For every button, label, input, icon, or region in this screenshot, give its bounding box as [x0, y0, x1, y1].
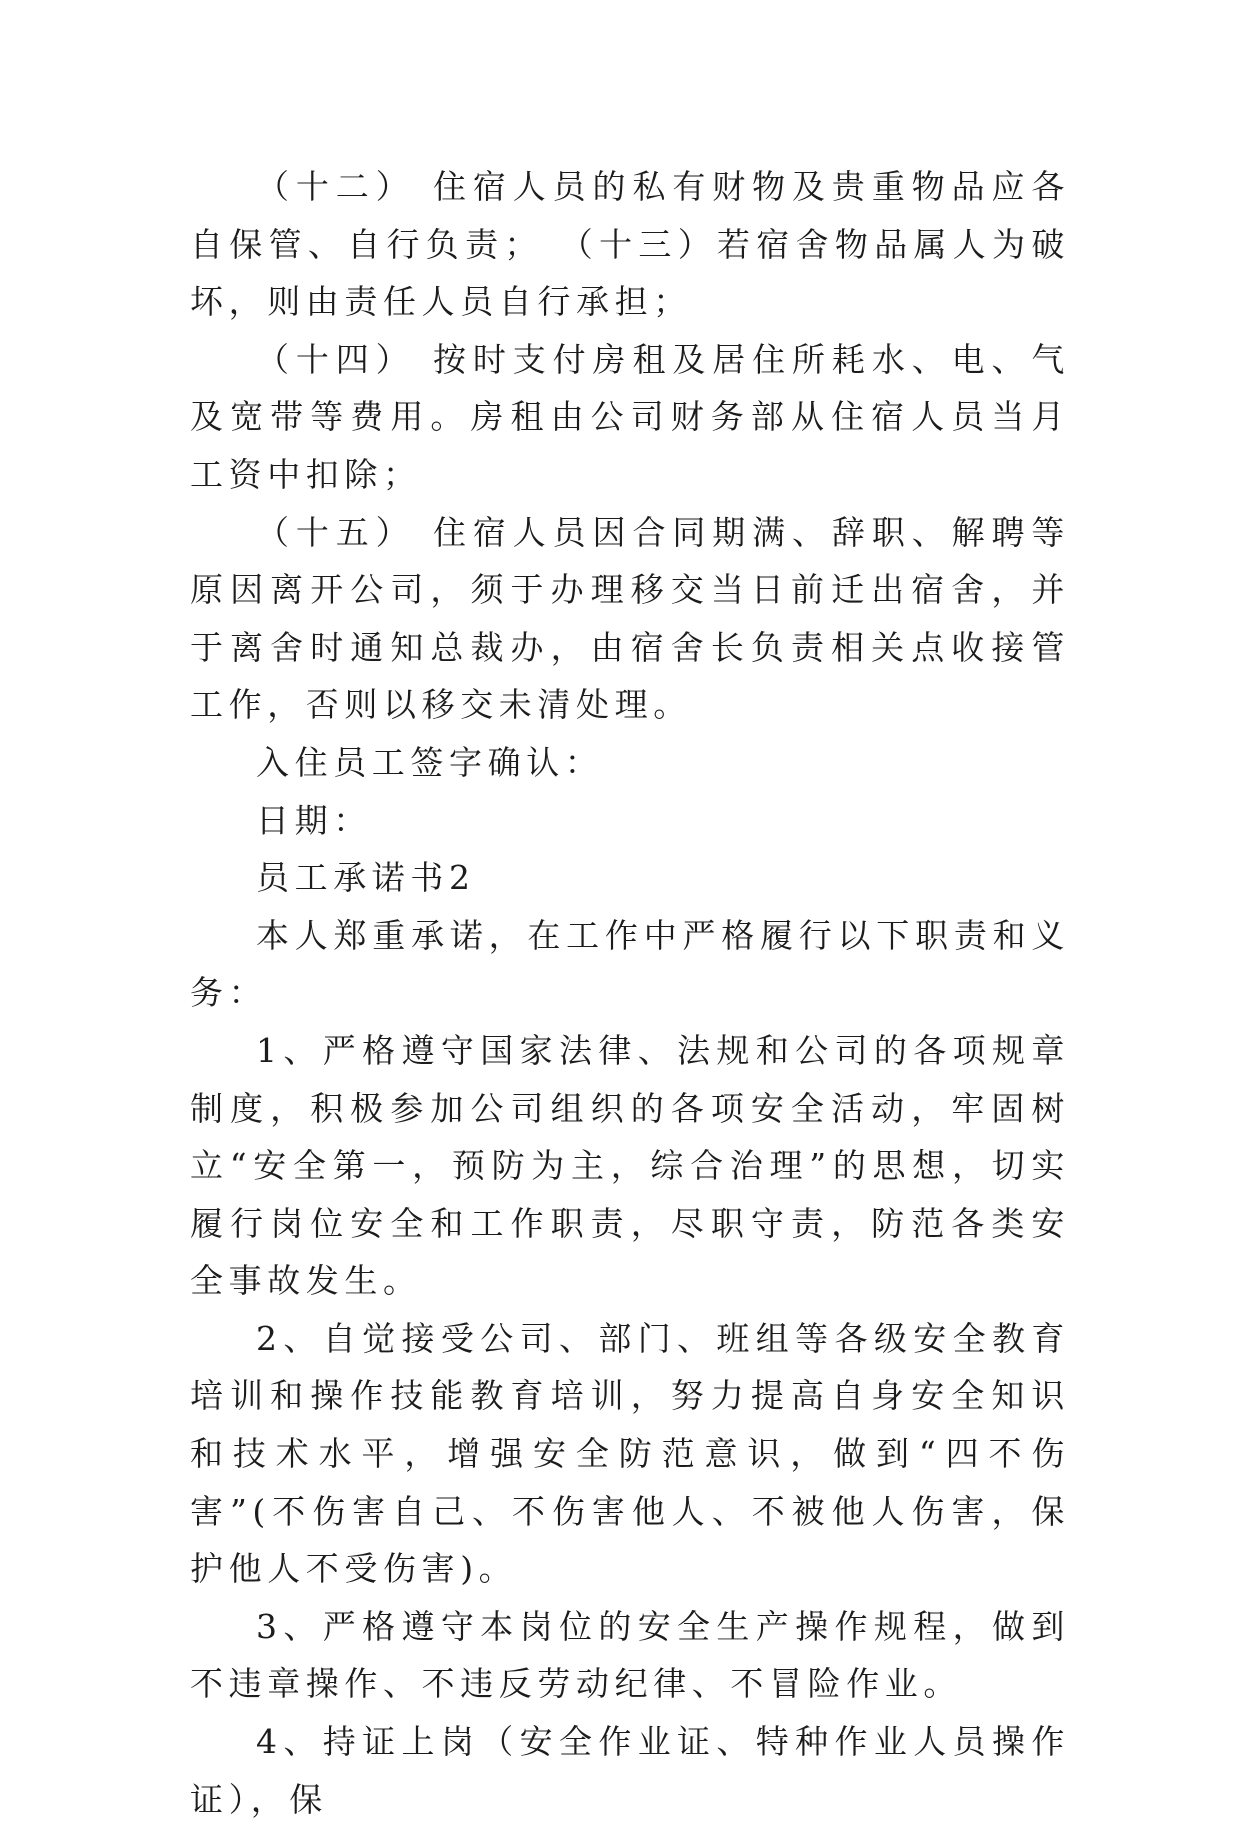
section-title: 员工承诺书2 — [256, 858, 476, 898]
clause-14-paragraph: （十四） 按时支付房租及居住所耗水、电、气及宽带等费用。房租由公司财务部从住宿人员当月工资中扣除； — [190, 339, 1070, 494]
clause-15-paragraph: （十五） 住宿人员因合同期满、辞职、解聘等原因离开公司，须于办理移交当日前迁出宿舍，并于离舍时通知总裁办，由宿舍长负责相关点收接管工作，否则以移交未清处理。 — [190, 512, 1070, 725]
pledge-item-4: 4、持证上岗（安全作业证、特种作业人员操作证），保 — [190, 1722, 1070, 1819]
signature-line: 入住员工签字确认： — [256, 742, 604, 782]
pledge-intro-paragraph: 本人郑重承诺，在工作中严格履行以下职责和义务： — [190, 915, 1070, 1013]
date-line: 日期： — [256, 800, 372, 840]
pledge-item-2: 2、自觉接受公司、部门、班组等各级安全教育培训和操作技能教育培训，努力提高自身安全知识和技术水平，增强安全防范意识，做到“四不伤害”(不伤害自己、不伤害他人、不被他人伤害，保护他人不受伤害)。 — [190, 1318, 1070, 1589]
pledge-item-3: 3、严格遵守本岗位的安全生产操作规程，做到不违章操作、不违反劳动纪律、不冒险作业。 — [190, 1606, 1070, 1704]
clause-12-13-paragraph: （十二） 住宿人员的私有财物及贵重物品应各自保管、自行负责； （十三）若宿舍物品属人为破坏，则由责任人员自行承担； — [190, 167, 1070, 322]
document-body — [190, 158, 1070, 1828]
pledge-item-1: 1、严格遵守国家法律、法规和公司的各项规章制度，积极参加公司组织的各项安全活动，牢固树立“安全第一，预防为主，综合治理”的思想，切实履行岗位安全和工作职责，尽职守责，防范各类安全事故发生。 — [190, 1030, 1070, 1301]
